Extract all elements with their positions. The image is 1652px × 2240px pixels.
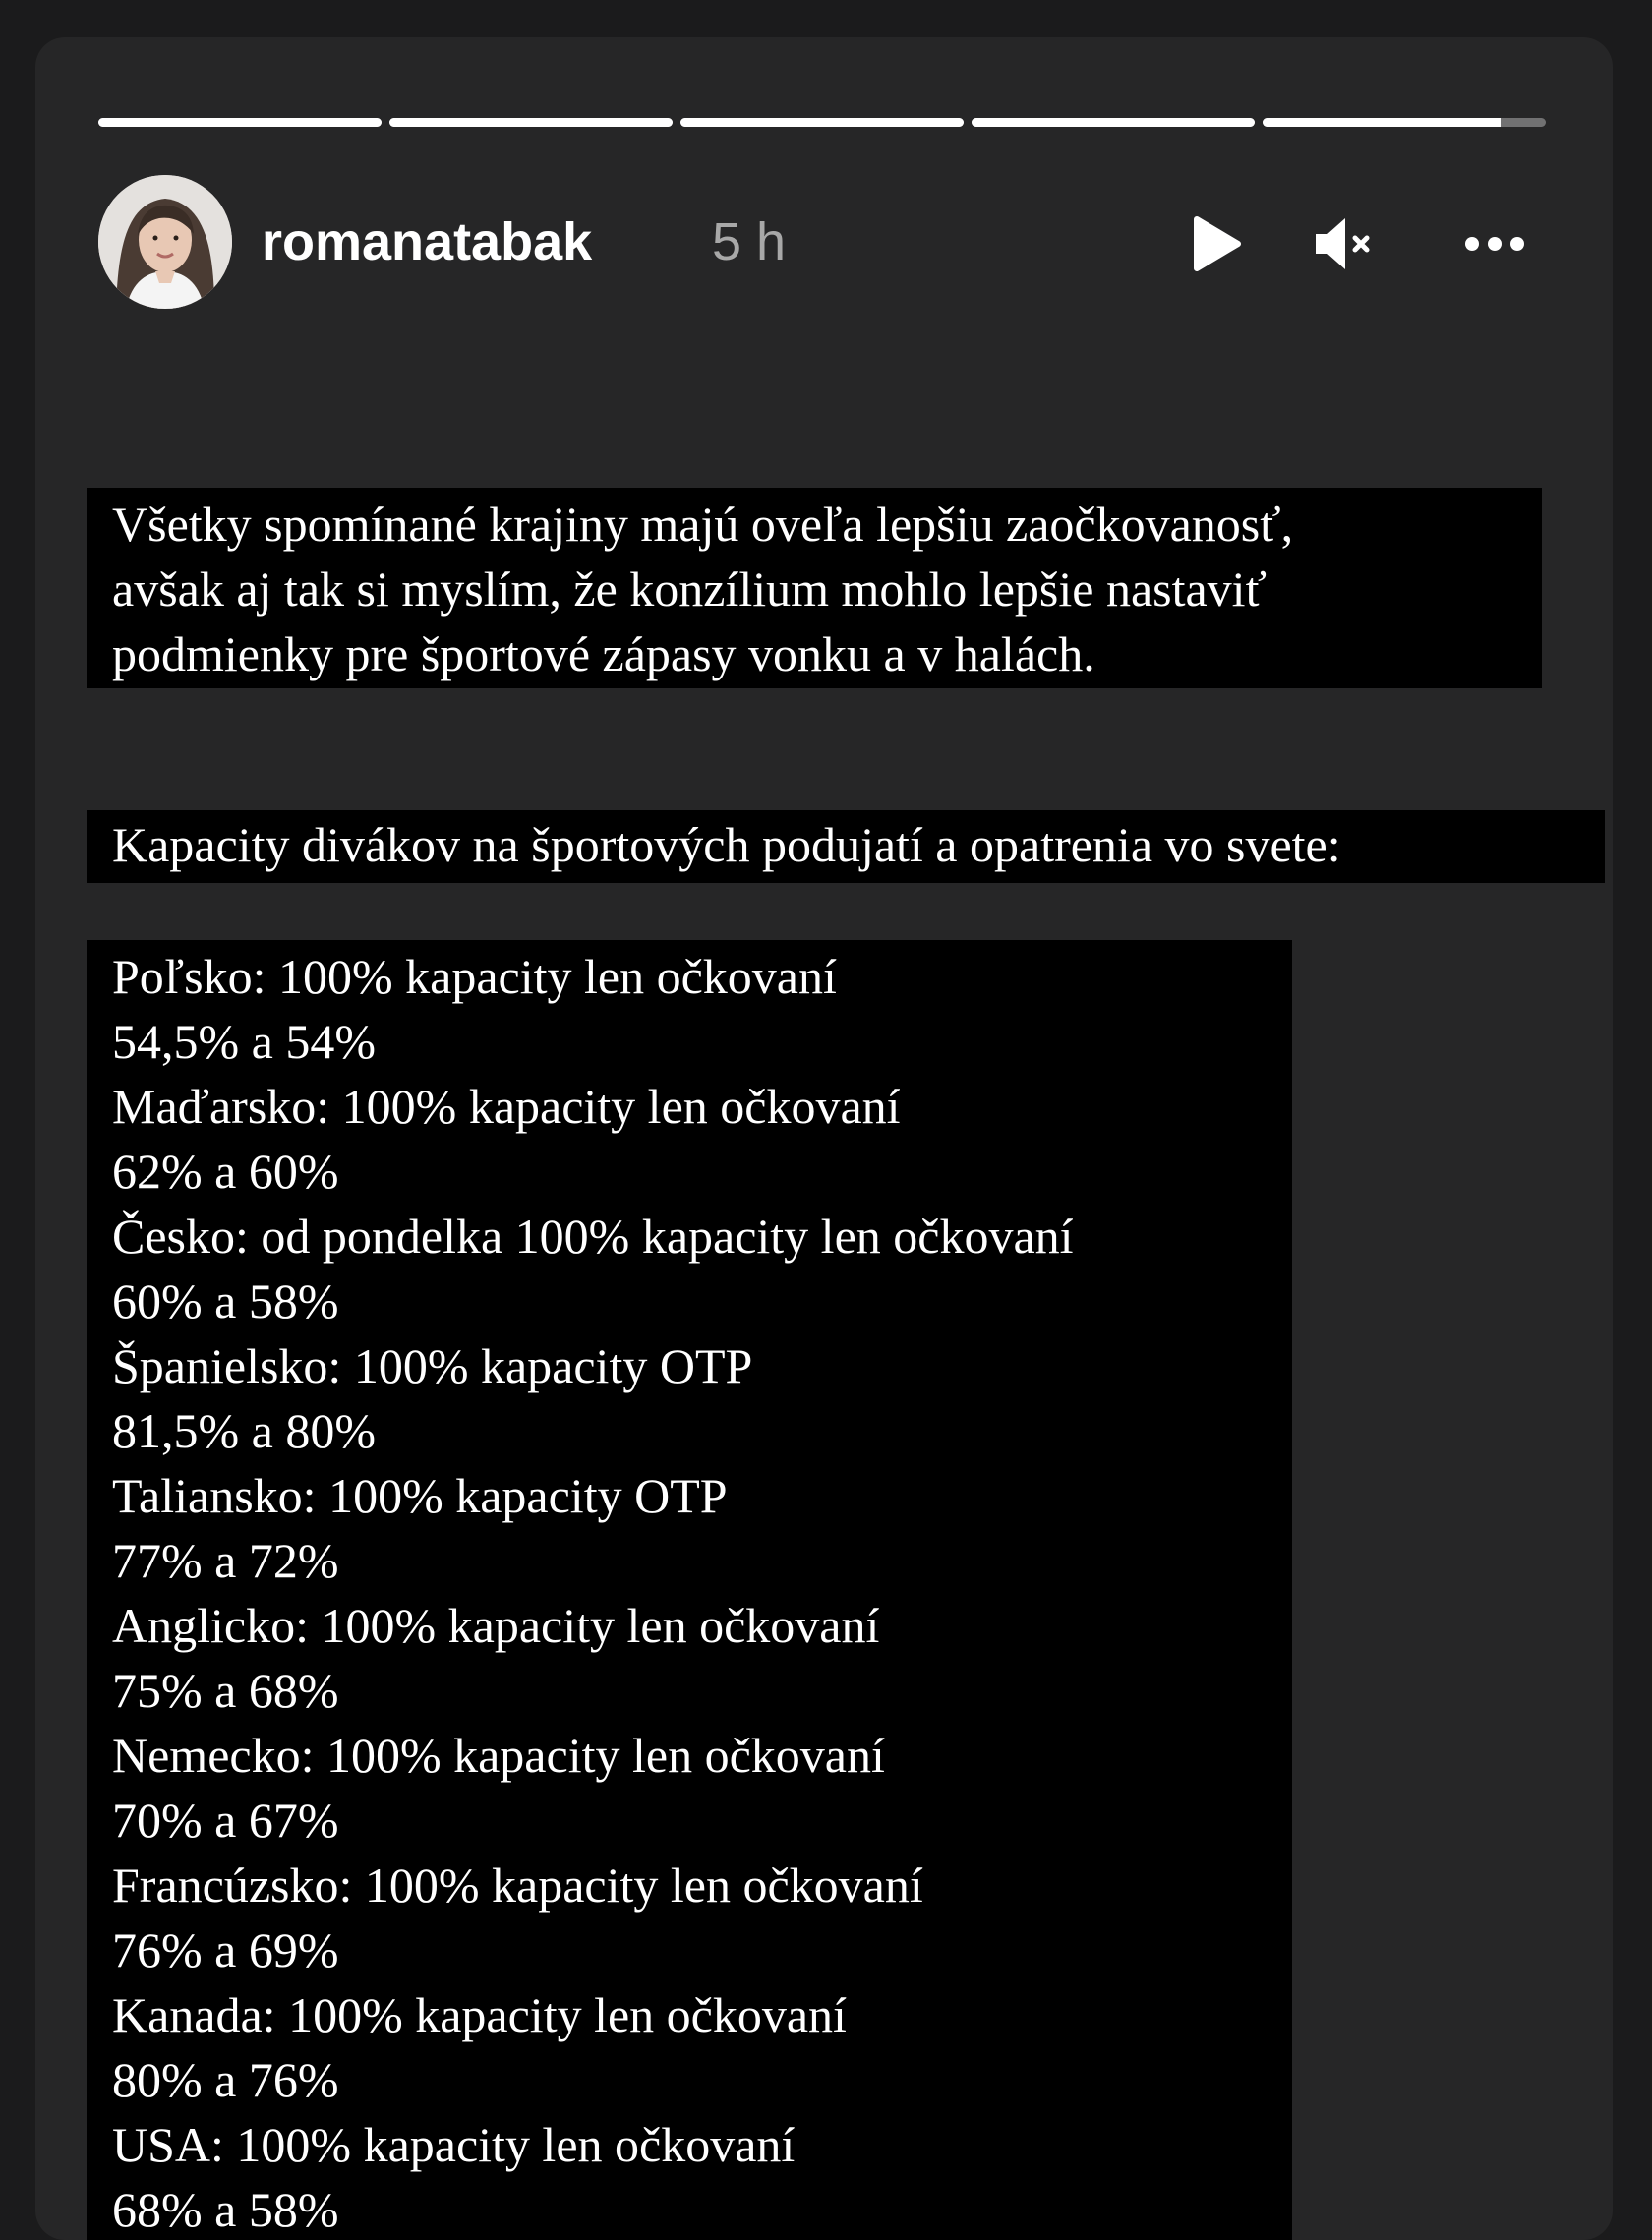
muted-speaker-icon [1310, 208, 1381, 279]
progress-segment-current [1263, 118, 1546, 127]
story-timestamp: 5 h [712, 212, 787, 271]
intro-line: avšak aj tak si myslím, že konzílium mohlo lepšie nastaviť [112, 561, 1267, 617]
avatar-portrait-icon [98, 175, 232, 309]
country-line: Anglicko: 100% kapacity len očkovaní [112, 1598, 880, 1653]
progress-segment [98, 118, 382, 127]
vaccination-rate-line: 70% a 67% [112, 1793, 339, 1848]
mute-button[interactable] [1310, 208, 1381, 279]
country-line: Taliansko: 100% kapacity OTP [112, 1468, 728, 1523]
more-options-button[interactable] [1459, 208, 1530, 279]
heading-line: Kapacity divákov na športových podujatí a opatrenia vo svete: [112, 817, 1341, 872]
intro-line: podmienky pre športové zápasy vonku a v halách. [112, 626, 1095, 681]
story-header [98, 175, 1546, 309]
more-horizontal-icon [1459, 208, 1530, 279]
country-list-block [87, 940, 1292, 2240]
country-line: Francúzsko: 100% kapacity len očkovaní [112, 1857, 923, 1913]
play-button[interactable] [1180, 208, 1251, 279]
vaccination-rate-line: 81,5% a 80% [112, 1403, 376, 1458]
country-line: Kanada: 100% kapacity len očkovaní [112, 1987, 847, 2042]
country-line: Maďarsko: 100% kapacity len očkovaní [112, 1079, 901, 1134]
country-line: USA: 100% kapacity len očkovaní [112, 2117, 796, 2172]
progress-segment [972, 118, 1255, 127]
vaccination-rate-line: 62% a 60% [112, 1144, 339, 1199]
country-line: Nemecko: 100% kapacity len očkovaní [112, 1728, 885, 1783]
story-progress-bar [98, 118, 1546, 128]
vaccination-rate-line: 54,5% a 54% [112, 1014, 376, 1069]
avatar[interactable] [98, 175, 232, 309]
play-icon [1185, 213, 1246, 274]
username-link[interactable]: romanatabak [262, 212, 593, 271]
country-line: Španielsko: 100% kapacity OTP [112, 1338, 753, 1393]
intro-line: Všetky spomínané krajiny majú oveľa lepšiu zaočkovanosť, [112, 497, 1294, 552]
vaccination-rate-line: 60% a 58% [112, 1273, 339, 1328]
progress-segment [680, 118, 964, 127]
country-line: Poľsko: 100% kapacity len očkovaní [112, 949, 837, 1004]
vaccination-rate-line: 75% a 68% [112, 1663, 339, 1718]
vaccination-rate-line: 76% a 69% [112, 1922, 339, 1977]
vaccination-rate-line: 80% a 76% [112, 2052, 339, 2107]
story-viewer [35, 37, 1613, 2240]
country-line: Česko: od pondelka 100% kapacity len očkovaní [112, 1208, 1074, 1264]
progress-segment [389, 118, 673, 127]
heading-text-block [87, 810, 1605, 883]
intro-text-block [87, 488, 1542, 688]
vaccination-rate-line: 77% a 72% [112, 1533, 339, 1588]
vaccination-rate-line: 68% a 58% [112, 2182, 339, 2237]
